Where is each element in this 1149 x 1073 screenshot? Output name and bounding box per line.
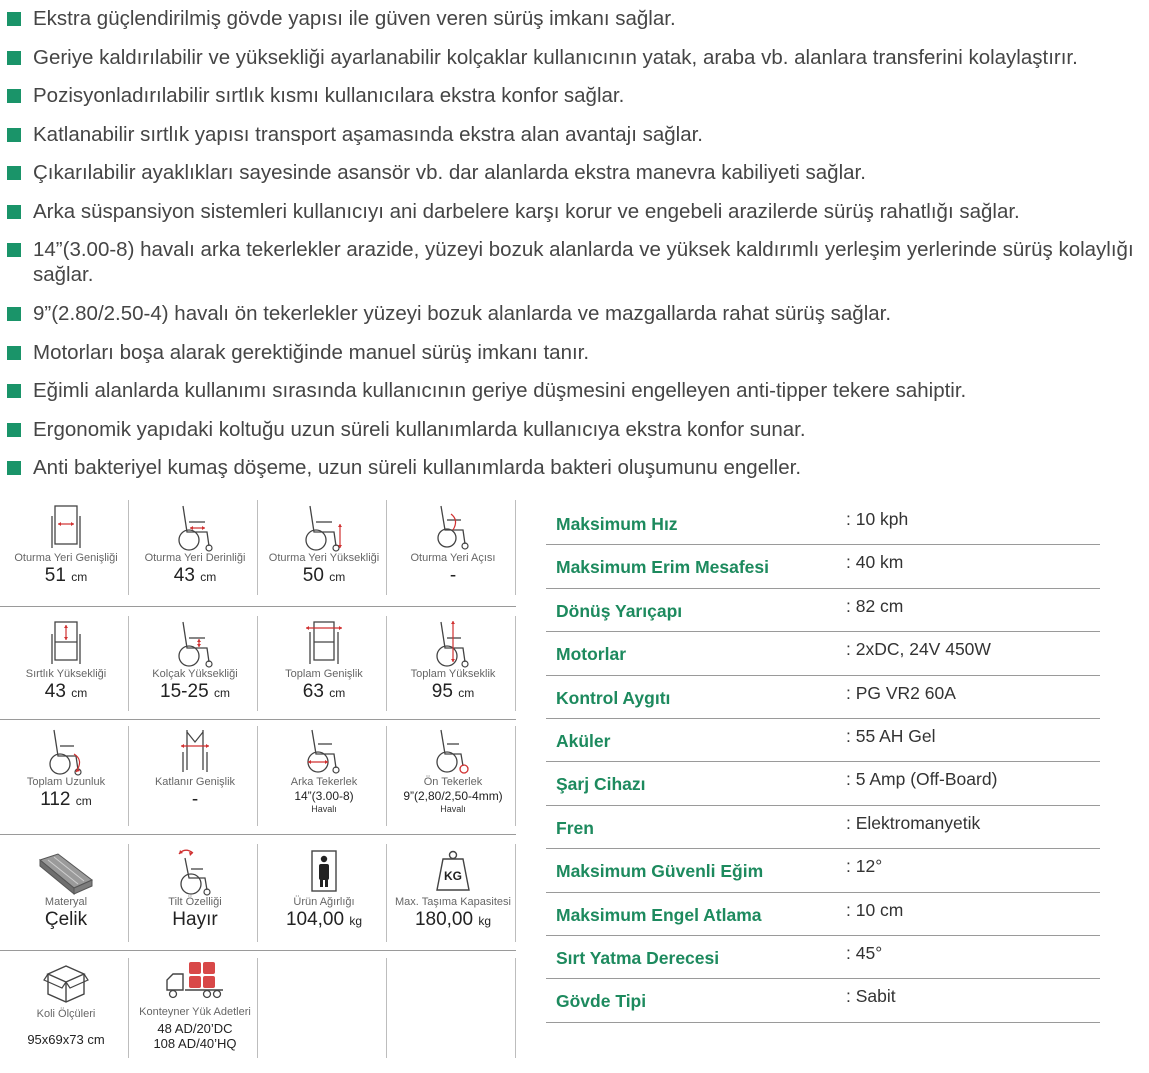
- spec-row: Motorlar : 2xDC, 24V 450W: [546, 632, 1100, 675]
- feature-item: Katlanabilir sırtlık yapısı transport aşamasında ekstra alan avantajı sağlar.: [7, 122, 1137, 147]
- value: 180,00 kg: [414, 909, 492, 930]
- bullet-square-icon: [7, 384, 21, 398]
- feature-item: Arka süspansiyon sistemleri kullanıcıyı ani darbelere karşı korur ve engebeli arazilerde sürüş rahatlığı sağlar.: [7, 199, 1137, 224]
- dim-box: Koli Ölçüleri 95x69x73 cm: [2, 960, 130, 1047]
- value: 15-25 cm: [160, 681, 230, 702]
- value: 95 cm: [431, 681, 475, 702]
- bullet-square-icon: [7, 243, 21, 257]
- spec-row: Kontrol Aygıtı : PG VR2 60A: [546, 676, 1100, 719]
- truck-icon: [163, 960, 227, 1000]
- bullet-square-icon: [7, 51, 21, 65]
- dim-total-height: Toplam Yükseklik 95 cm: [389, 618, 517, 704]
- feature-item: Geriye kaldırılabilir ve yüksekliği ayarlanabilir kolçaklar kullanıcının yatak, araba vb. alanlara transferini kolaylaştırır.: [7, 45, 1137, 70]
- folded-width-icon: [173, 726, 217, 776]
- dim-front-wheel: Ön Tekerlek 9”(2,80/2,50-4mm) Havalı: [389, 726, 517, 815]
- total-width-icon: [302, 618, 346, 668]
- value: 50 cm: [302, 565, 346, 586]
- weight-kg-icon: [433, 848, 473, 896]
- value: 112 cm: [40, 789, 92, 810]
- bullet-square-icon: [7, 461, 21, 475]
- bullet-square-icon: [7, 128, 21, 142]
- spec-row: Şarj Cihazı : 5 Amp (Off-Board): [546, 762, 1100, 805]
- grid-divider: [0, 606, 516, 607]
- back-height-icon: [46, 618, 86, 668]
- dim-rear-wheel: Arka Tekerlek 14”(3.00-8) Havalı: [260, 726, 388, 815]
- bullet-square-icon: [7, 423, 21, 437]
- spec-row: Sırt Yatma Derecesi : 45°: [546, 936, 1100, 979]
- svg-text:KG: KG: [444, 869, 462, 883]
- value: 43 cm: [44, 681, 88, 702]
- arm-height-icon: [173, 618, 217, 668]
- total-height-icon: [431, 618, 475, 668]
- seat-width-icon: [46, 502, 86, 552]
- dimension-grid: [0, 500, 516, 1060]
- feature-item: Ekstra güçlendirilmiş gövde yapısı ile güven veren sürüş imkanı sağlar.: [7, 6, 1137, 31]
- spec-row: Maksimum Hız : 10 kph: [546, 502, 1100, 545]
- bullet-square-icon: [7, 89, 21, 103]
- feature-list: [7, 6, 1137, 494]
- steel-profile-icon: [34, 848, 98, 896]
- bullet-square-icon: [7, 166, 21, 180]
- grid-divider: [386, 958, 387, 1058]
- feature-item: Motorları boşa alarak gerektiğinde manuel sürüş imkanı tanır.: [7, 340, 1137, 365]
- dim-total-length: Toplam Uzunluk 112 cm: [2, 726, 130, 812]
- dim-container: Konteyner Yük Adetleri 48 AD/20’DC 108 AD/40’HQ: [131, 960, 259, 1051]
- value: 104,00 kg: [285, 909, 363, 930]
- spec-row: Maksimum Engel Atlama : 10 cm: [546, 893, 1100, 936]
- seat-depth-icon: [173, 502, 217, 552]
- dim-capacity: KG Max. Taşıma Kapasitesi 180,00 kg: [389, 848, 517, 932]
- dim-arm-height: Kolçak Yüksekliği 15-25 cm: [131, 618, 259, 704]
- grid-divider: [0, 950, 516, 951]
- dim-total-width: Toplam Genişlik 63 cm: [260, 618, 388, 704]
- spec-row: Maksimum Güvenli Eğim : 12°: [546, 849, 1100, 892]
- dim-back-height: Sırtlık Yüksekliği 43 cm: [2, 618, 130, 704]
- dim-material: Materyal Çelik: [2, 848, 130, 931]
- bullet-square-icon: [7, 346, 21, 360]
- dim-seat-depth: Oturma Yeri Derinliği 43 cm: [131, 502, 259, 588]
- grid-divider: [0, 719, 516, 720]
- seat-height-icon: [302, 502, 346, 552]
- bullet-square-icon: [7, 307, 21, 321]
- person-scale-icon: [304, 848, 344, 896]
- dim-folded-width: Katlanır Genişlik -: [131, 726, 259, 811]
- dim-seat-angle: Oturma Yeri Açısı -: [389, 502, 517, 587]
- dim-seat-width: Oturma Yeri Genişliği 51 cm: [2, 502, 130, 588]
- spec-table: [546, 502, 1100, 1023]
- feature-item: Eğimli alanlarda kullanımı sırasında kullanıcının geriye düşmesini engelleyen anti-tipper tekere sahiptir.: [7, 378, 1137, 403]
- value: 63 cm: [302, 681, 346, 702]
- feature-item: Çıkarılabilir ayaklıkları sayesinde asansör vb. dar alanlarda ekstra manevra kabiliyeti sağlar.: [7, 160, 1137, 185]
- rear-wheel-icon: [302, 726, 346, 776]
- bullet-square-icon: [7, 12, 21, 26]
- feature-item: Pozisyonladırılabilir sırtlık kısmı kullanıcılara ekstra konfor sağlar.: [7, 83, 1137, 108]
- value: 43 cm: [173, 565, 217, 586]
- total-length-icon: [44, 726, 88, 776]
- grid-divider: [515, 958, 516, 1058]
- box-icon: [42, 960, 90, 1006]
- tilt-icon: [171, 848, 219, 896]
- dim-tilt: Tilt Özelliği Hayır: [131, 848, 259, 931]
- spec-row: Dönüş Yarıçapı : 82 cm: [546, 589, 1100, 632]
- dim-seat-height: Oturma Yeri Yüksekliği 50 cm: [260, 502, 388, 588]
- grid-divider: [0, 834, 516, 835]
- spec-row: Aküler : 55 AH Gel: [546, 719, 1100, 762]
- feature-item: Anti bakteriyel kumaş döşeme, uzun süreli kullanımlarda bakteri oluşumunu engeller.: [7, 455, 1137, 480]
- bullet-square-icon: [7, 205, 21, 219]
- front-wheel-icon: [431, 726, 475, 776]
- feature-item: 9”(2.80/2.50-4) havalı ön tekerlekler yüzeyi bozuk alanlarda ve mazgallarda rahat sürüş sağlar.: [7, 301, 1137, 326]
- feature-item: Ergonomik yapıdaki koltuğu uzun süreli kullanımlarda kullanıcıya ekstra konfor sunar.: [7, 417, 1137, 442]
- spec-row: Gövde Tipi : Sabit: [546, 979, 1100, 1022]
- seat-angle-icon: [431, 502, 475, 552]
- spec-row: Fren : Elektromanyetik: [546, 806, 1100, 849]
- spec-row: Maksimum Erim Mesafesi : 40 km: [546, 545, 1100, 588]
- value: 51 cm: [44, 565, 88, 586]
- dim-weight: Ürün Ağırlığı 104,00 kg: [260, 848, 388, 932]
- feature-item: 14”(3.00-8) havalı arka tekerlekler arazide, yüzeyi bozuk alanlarda ve yüksek kaldırımlı yerleşim yerlerinde sürüş kolaylığı sağlar.: [7, 237, 1137, 287]
